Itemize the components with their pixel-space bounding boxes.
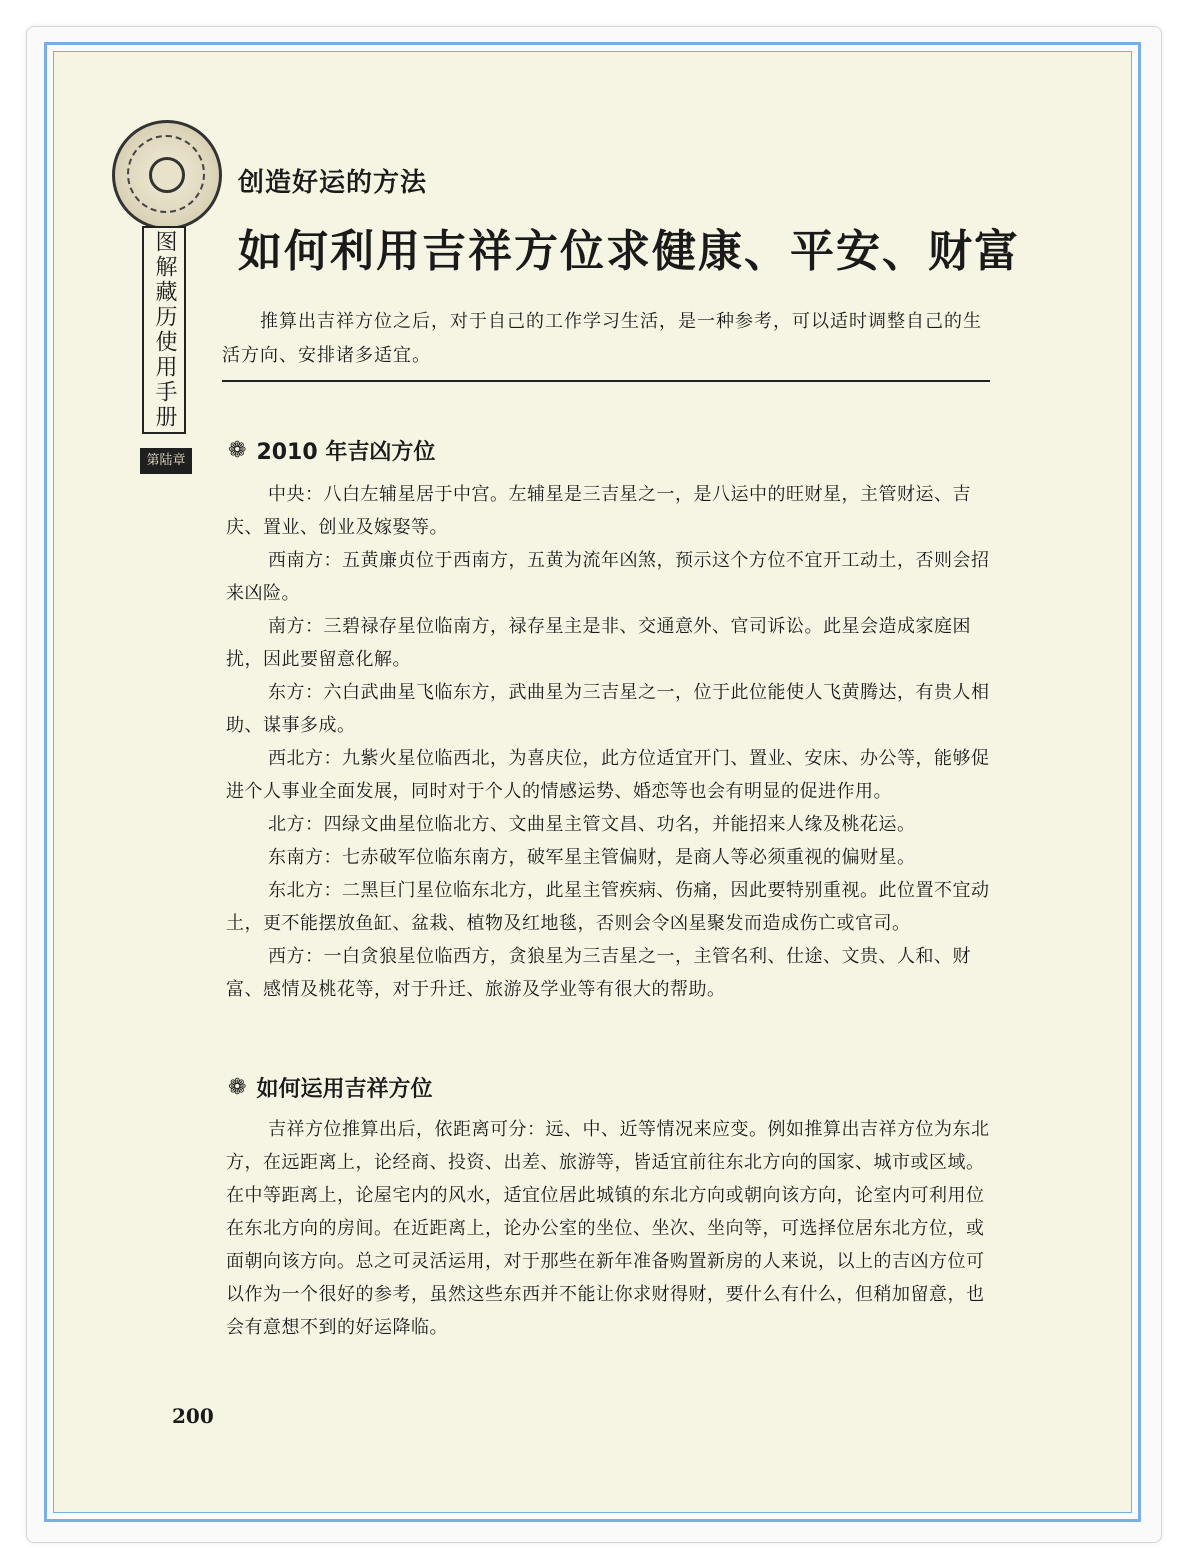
paragraph: 西方：一白贪狼星位临西方，贪狼星为三吉星之一，主管名利、仕途、文贵、人和、财富、感情及桃花等，对于升迁、旅游及学业等有很大的帮助。 — [226, 946, 971, 1000]
divider — [222, 380, 990, 382]
chapter-tag: 第陆章 — [140, 448, 192, 474]
section-heading-2010 — [228, 435, 435, 466]
seal-icon — [112, 120, 222, 230]
paragraph: 中央：八白左辅星居于中宫。左辅星是三吉星之一，是八运中的旺财星，主管财运、吉庆、置业、创业及嫁娶等。 — [226, 484, 971, 538]
section-heading-usage — [228, 1072, 432, 1103]
book-title-vertical: 图解藏历使用手册 — [142, 226, 186, 434]
paragraph: 南方：三碧禄存星位临南方，禄存星主是非、交通意外、官司诉讼。此星会造成家庭困扰，因此要留意化解。 — [226, 616, 971, 670]
page-number: 200 — [172, 1404, 214, 1428]
section-body-usage — [226, 1113, 996, 1344]
intro-paragraph: 推算出吉祥方位之后，对于自己的工作学习生活，是一种参考，可以适时调整自己的生活方向、安排诸多适宜。 — [222, 311, 982, 366]
paragraph: 东南方：七赤破军位临东南方，破军星主管偏财，是商人等必须重视的偏财星。 — [268, 847, 916, 868]
section-heading-text: 2010 年吉凶方位 — [256, 440, 436, 465]
section-heading-text: 如何运用吉祥方位 — [256, 1077, 433, 1102]
paragraph: 吉祥方位推算出后，依距离可分：远、中、近等情况来应变。例如推算出吉祥方位为东北方，在远距离上，论经商、投资、出差、旅游等，皆适宜前往东北方向的国家、城市或区域。在中等距离上，论屋宅内的风水，适宜位居此城镇的东北方向或朝向该方向，论室内可利用位在东北方向的房间。在近距离上，论办公室的坐位、坐次、坐向等，可选择位居东北方位，或面朝向该方向。总之可灵活运用，对于那些在新年准备购置新房的人来说，以上的吉凶方位可以作为一个很好的参考，虽然这些东西并不能让你求财得财，要什么有什么，但稍加留意，也会有意想不到的好运降临。 — [226, 1119, 990, 1338]
gear-icon: ❁ — [228, 438, 247, 463]
paragraph: 东北方：二黑巨门星位临东北方，此星主管疾病、伤痛，因此要特别重视。此位置不宜动土，更不能摆放鱼缸、盆栽、植物及红地毯，否则会令凶星聚发而造成伤亡或官司。 — [226, 880, 990, 934]
paragraph: 西南方：五黄廉贞位于西南方，五黄为流年凶煞，预示这个方位不宜开工动土，否则会招来凶险。 — [226, 550, 990, 604]
section-kicker: 创造好运的方法 — [238, 168, 428, 198]
seal-core — [149, 157, 185, 193]
paragraph: 东方：六白武曲星飞临东方，武曲星为三吉星之一，位于此位能使人飞黄腾达，有贵人相助、谋事多成。 — [226, 682, 990, 736]
page-title: 如何利用吉祥方位求健康、平安、财富 — [238, 226, 1020, 277]
gear-icon: ❁ — [228, 1075, 247, 1100]
paragraph: 西北方：九紫火星位临西北，为喜庆位，此方位适宜开门、置业、安床、办公等，能够促进个人事业全面发展，同时对于个人的情感运势、婚恋等也会有明显的促进作用。 — [226, 748, 990, 802]
section-body-2010 — [226, 478, 996, 1006]
paragraph: 北方：四绿文曲星位临北方、文曲星主管文昌、功名，并能招来人缘及桃花运。 — [268, 814, 916, 835]
